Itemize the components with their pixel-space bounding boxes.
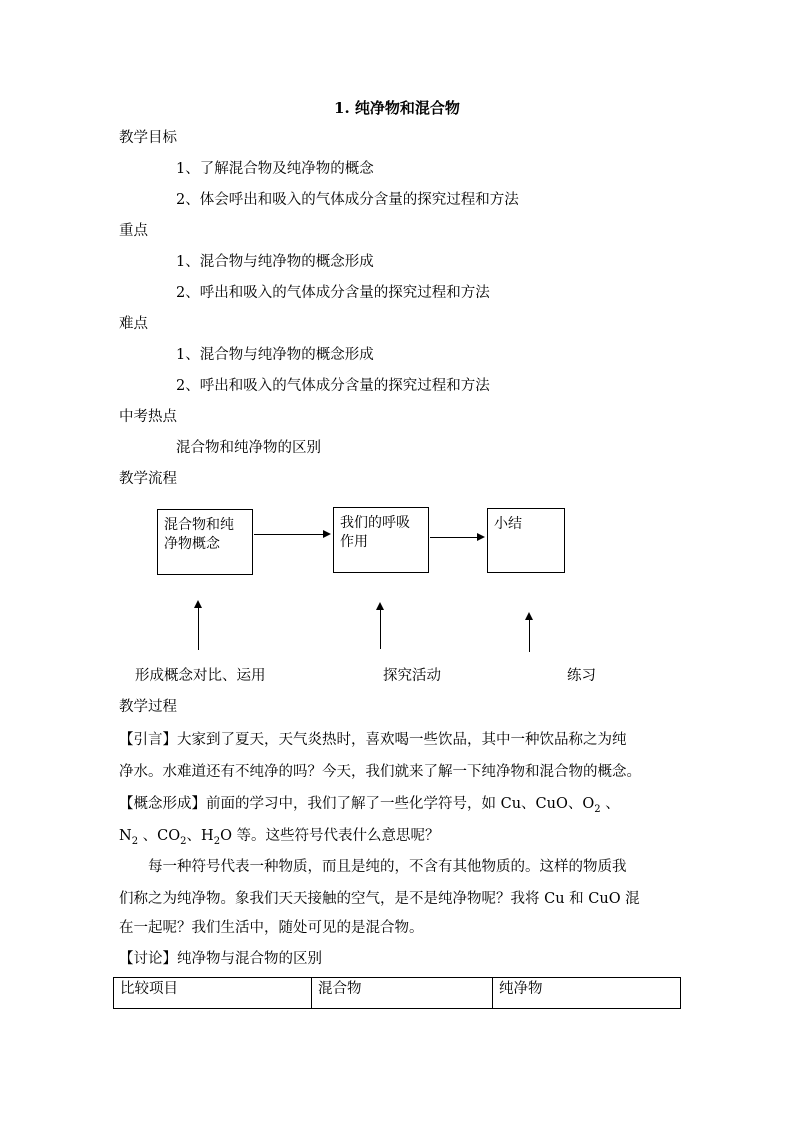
intro-paragraph-line-1	[119, 730, 627, 750]
concept-sub-h2o: 2	[213, 835, 221, 847]
table-header-row	[114, 978, 681, 1009]
intro-text-1: 大家到了夏天，天气炎热时，喜欢喝一些饮品，其中一种饮品称之为纯	[177, 732, 627, 748]
flow-box-breathing: 我们的呼吸作用	[333, 507, 429, 573]
concept-tag: 【概念形成】	[119, 796, 206, 812]
flow-arrow-head-1	[323, 530, 331, 538]
flow-label-practice: 练习	[567, 668, 596, 684]
key-points-item-1: 1、混合物与纯净物的概念形成	[176, 254, 374, 270]
difficulties-heading: 难点	[119, 316, 148, 332]
comparison-table	[113, 977, 681, 1009]
concept-text-1-end: 、	[600, 796, 620, 812]
table-header-item: 比较项目	[114, 978, 312, 1009]
concept-text-1: 前面的学习中，我们了解了一些化学符号，如 Cu、CuO、O	[206, 796, 595, 812]
concept-n: N	[119, 828, 132, 844]
discuss-text: 纯净物与混合物的区别	[177, 951, 322, 967]
table-header-pure: 纯净物	[493, 978, 681, 1009]
key-points-heading: 重点	[119, 223, 148, 239]
up-arrow-line-2	[380, 609, 381, 649]
flow-arrow-head-2	[477, 533, 485, 541]
exam-hotspot-heading: 中考热点	[119, 409, 177, 425]
concept-sub-n2: 2	[131, 835, 139, 847]
exam-hotspot-text: 混合物和纯净物的区别	[176, 440, 321, 456]
concept-co: 、CO	[138, 828, 181, 844]
discuss-tag: 【讨论】	[119, 951, 177, 967]
concept-paragraph-line-2	[119, 826, 440, 846]
paragraph-line-2: 们称之为纯净物。象我们天天接触的空气，是不是纯净物呢？我将 Cu 和 CuO 混	[119, 891, 640, 907]
concept-text-2-end: O 等。这些符号代表什么意思呢？	[220, 828, 440, 844]
page-title: 1. 纯净物和混合物	[334, 99, 460, 117]
concept-sub-o2: 2	[594, 803, 601, 815]
flow-heading: 教学流程	[119, 471, 177, 487]
difficulties-item-2: 2、呼出和吸入的气体成分含量的探究过程和方法	[176, 378, 490, 394]
paragraph-line-3: 在一起呢？我们生活中，随处可见的是混合物。	[119, 920, 424, 936]
objectives-heading: 教学目标	[119, 130, 177, 146]
up-arrow-line-3	[529, 619, 530, 652]
intro-tag: 【引言】	[119, 732, 177, 748]
flow-label-concept: 形成概念对比、运用	[135, 668, 266, 684]
difficulties-item-1: 1、混合物与纯净物的概念形成	[176, 347, 374, 363]
concept-paragraph-line-1	[119, 794, 620, 814]
table-header-mixture: 混合物	[312, 978, 493, 1009]
concept-sub-co2: 2	[180, 835, 187, 847]
flow-box-concept: 混合物和纯净物概念	[157, 509, 253, 575]
paragraph-line-1: 每一种符号代表一种物质，而且是纯的，不含有其他物质的。这样的物质我	[148, 859, 627, 875]
flow-box-summary: 小结	[487, 508, 565, 573]
flow-label-inquiry: 探究活动	[383, 668, 441, 684]
up-arrow-line-1	[198, 607, 199, 650]
objectives-item-1: 1、了解混合物及纯净物的概念	[176, 161, 374, 177]
intro-text-2: 净水。水难道还有不纯净的吗？今天，我们就来了解一下纯净物和混合物的概念。	[119, 764, 641, 780]
discuss-line	[119, 949, 322, 969]
process-heading: 教学过程	[119, 699, 177, 715]
flow-arrow-line-1	[254, 534, 324, 535]
concept-h: 、H	[186, 828, 214, 844]
flow-arrow-line-2	[430, 537, 478, 538]
objectives-item-2: 2、体会呼出和吸入的气体成分含量的探究过程和方法	[176, 192, 519, 208]
key-points-item-2: 2、呼出和吸入的气体成分含量的探究过程和方法	[176, 285, 490, 301]
